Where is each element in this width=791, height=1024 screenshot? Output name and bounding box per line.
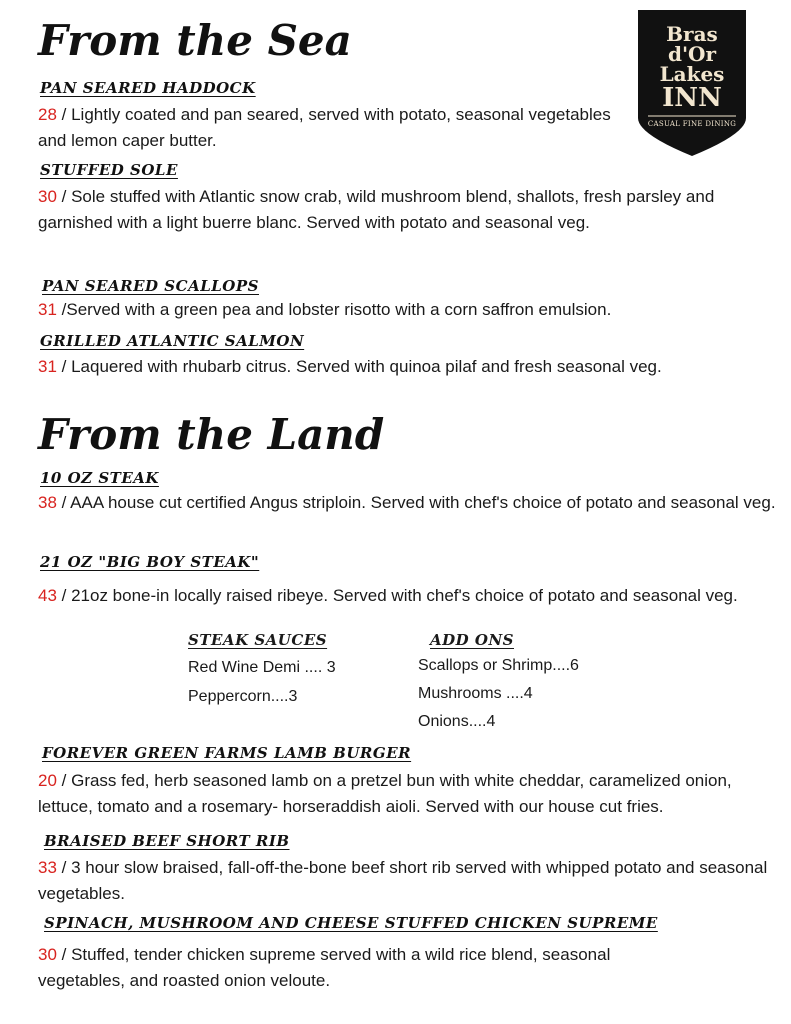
steak-sauce-item: Red Wine Demi .... 3 bbox=[188, 659, 336, 676]
item-name-lamb-burger: FOREVER GREEN FARMS LAMB BURGER bbox=[42, 744, 412, 762]
steak-sauce-item: Peppercorn....3 bbox=[188, 688, 298, 705]
item-price-10oz-steak: 38 bbox=[38, 493, 57, 512]
item-text-sole: / Sole stuffed with Atlantic snow crab, wild mushroom blend, shallots, fresh parsley and garnished with a light buerre blanc. Served with potato and seasonal veg. bbox=[38, 187, 715, 232]
item-desc-10oz-steak bbox=[38, 490, 778, 516]
logo-line-3: Lakes bbox=[659, 62, 725, 86]
item-text-scallops: /Served with a green pea and lobster risotto with a corn saffron emulsion. bbox=[56, 300, 612, 319]
restaurant-logo bbox=[638, 10, 746, 156]
item-price-lamb-burger: 20 bbox=[38, 771, 57, 790]
logo-tagline: CASUAL FINE DINING bbox=[647, 120, 737, 128]
item-name-big-boy-steak: 21 OZ "BIG BOY STEAK" bbox=[40, 553, 260, 571]
add-on-item: Onions....4 bbox=[418, 713, 496, 730]
item-text-lamb-burger: / Grass fed, herb seasoned lamb on a pretzel bun with white cheddar, caramelized onion, lettuce, tomato and a rosemary- horseraddish aioli. Served with our house cut fries. bbox=[38, 771, 732, 816]
add-ons-heading: ADD ONS bbox=[430, 631, 514, 649]
steak-sauces-heading: STEAK SAUCES bbox=[188, 631, 328, 649]
item-price-short-rib: 33 bbox=[38, 858, 57, 877]
item-name-sole: STUFFED SOLE bbox=[40, 161, 178, 179]
logo-line-1: Bras bbox=[666, 22, 718, 46]
add-on-item: Mushrooms ....4 bbox=[418, 685, 533, 702]
item-price-sole: 30 bbox=[38, 187, 57, 206]
item-desc-sole bbox=[38, 184, 718, 236]
logo-line-2: d'Or bbox=[667, 42, 717, 66]
item-name-scallops: PAN SEARED SCALLOPS bbox=[42, 277, 259, 295]
logo-line-4: INN bbox=[662, 83, 722, 113]
item-name-chicken-supreme: SPINACH, MUSHROOM AND CHEESE STUFFED CHICKEN SUPREME bbox=[44, 914, 658, 932]
item-name-salmon: GRILLED ATLANTIC SALMON bbox=[40, 332, 305, 350]
item-name-10oz-steak: 10 OZ STEAK bbox=[40, 469, 159, 487]
item-desc-short-rib bbox=[38, 855, 768, 907]
item-text-chicken-supreme: / Stuffed, tender chicken supreme served with a wild rice blend, seasonal vegetables, and roasted onion veloute. bbox=[38, 945, 611, 990]
item-desc-chicken-supreme bbox=[38, 942, 678, 994]
item-desc-haddock bbox=[38, 102, 638, 154]
item-text-salmon: / Laquered with rhubarb citrus. Served with quinoa pilaf and fresh seasonal veg. bbox=[56, 357, 662, 376]
item-text-big-boy-steak: / 21oz bone-in locally raised ribeye. Served with chef's choice of potato and seasonal veg. bbox=[56, 586, 738, 605]
section-title-land: From the Land bbox=[38, 410, 385, 459]
item-price-chicken-supreme: 30 bbox=[38, 945, 57, 964]
section-title-sea: From the Sea bbox=[38, 16, 352, 65]
item-price-salmon: 31 bbox=[38, 357, 57, 376]
item-desc-big-boy-steak bbox=[38, 583, 738, 609]
item-name-haddock: PAN SEARED HADDOCK bbox=[40, 79, 256, 97]
item-price-big-boy-steak: 43 bbox=[38, 586, 57, 605]
item-price-scallops: 31 bbox=[38, 300, 57, 319]
item-price-haddock: 28 bbox=[38, 105, 57, 124]
item-text-haddock: / Lightly coated and pan seared, served with potato, seasonal vegetables and lemon caper butter. bbox=[38, 105, 611, 150]
item-desc-salmon bbox=[38, 354, 678, 380]
item-text-10oz-steak: / AAA house cut certified Angus striploin. Served with chef's choice of potato and seasonal veg. bbox=[56, 493, 776, 512]
add-on-item: Scallops or Shrimp....6 bbox=[418, 657, 579, 674]
item-text-short-rib: / 3 hour slow braised, fall-off-the-bone beef short rib served with whipped potato and seasonal vegetables. bbox=[38, 858, 768, 903]
item-desc-scallops bbox=[38, 297, 778, 323]
item-name-short-rib: BRAISED BEEF SHORT RIB bbox=[44, 832, 290, 850]
item-desc-lamb-burger bbox=[38, 768, 790, 820]
